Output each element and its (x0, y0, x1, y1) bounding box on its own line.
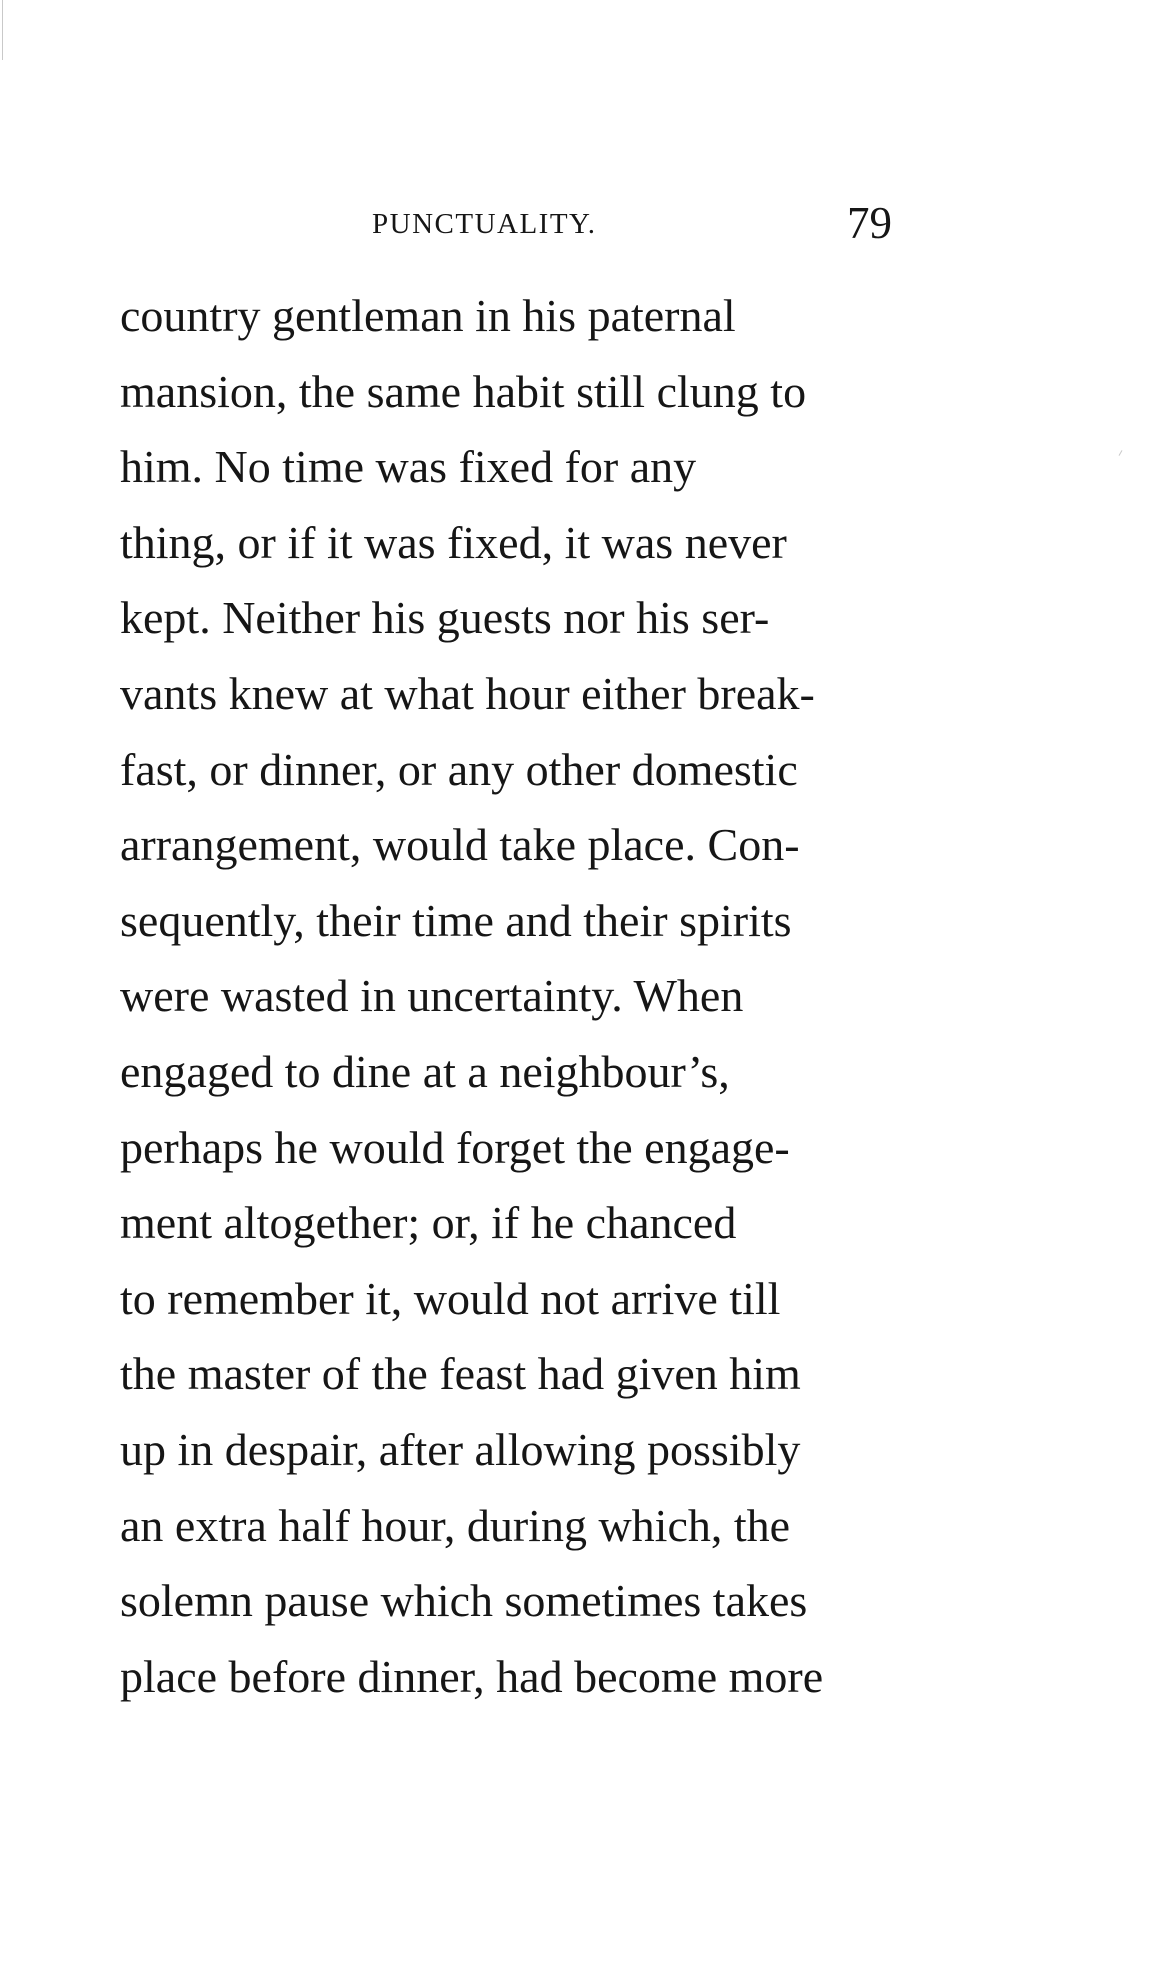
text-line: arrangement, would take place. Con- (120, 819, 800, 871)
text-line: perhaps he would forget the engage- (120, 1121, 790, 1173)
running-title: PUNCTUALITY. (372, 208, 597, 240)
text-line: place before dinner, had become more (120, 1650, 824, 1702)
text-line: thing, or if it was fixed, it was never (120, 516, 787, 568)
scan-mark (2, 0, 3, 60)
text-line: sequently, their time and their spirits (120, 894, 792, 946)
scan-mark (1119, 450, 1123, 456)
text-line: up in despair, after allowing possibly (120, 1423, 801, 1475)
text-line: ment altogether; or, if he chanced (120, 1197, 737, 1249)
text-line: solemn pause which sometimes takes (120, 1575, 808, 1627)
text-line: an extra half hour, during which, the (120, 1499, 791, 1551)
text-line: him. No time was fixed for any (120, 441, 697, 493)
text-line: mansion, the same habit still clung to (120, 365, 807, 417)
text-line: were wasted in uncertainty. When (120, 970, 744, 1022)
body-text (120, 278, 892, 1714)
text-line: the master of the feast had given him (120, 1348, 801, 1400)
text-line: country gentleman in his paternal (120, 290, 736, 341)
running-head (122, 192, 902, 252)
page-number: 79 (847, 198, 892, 248)
text-line: kept. Neither his guests nor his ser- (120, 592, 770, 644)
text-line: engaged to dine at a neighbour’s, (120, 1045, 730, 1097)
text-line: to remember it, would not arrive till (120, 1272, 781, 1324)
text-line: vants knew at what hour either break- (120, 667, 815, 719)
text-line: fast, or dinner, or any other domestic (120, 743, 798, 795)
